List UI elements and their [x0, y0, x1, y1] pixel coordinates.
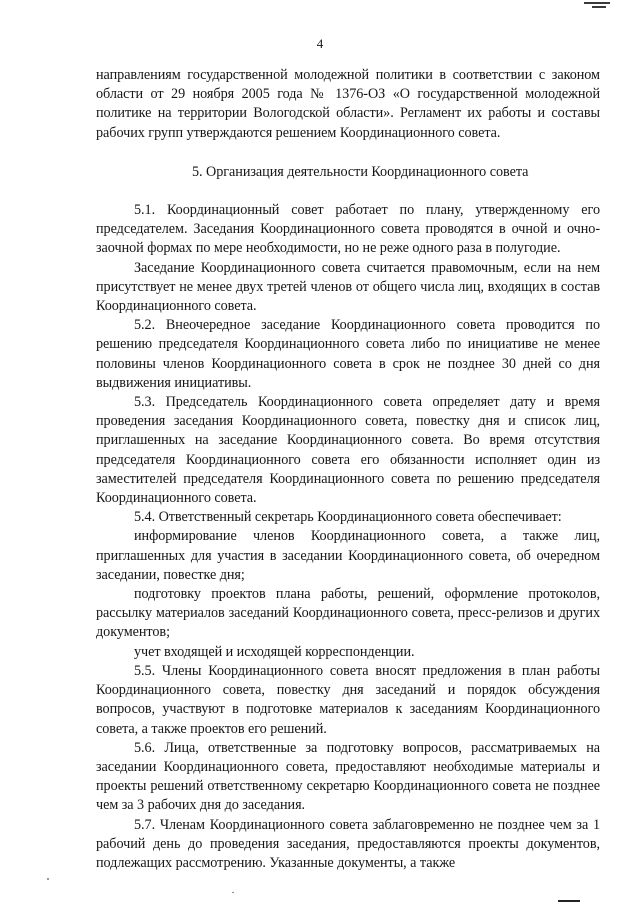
section-heading: 5. Организация деятельности Координационного совета [192, 163, 529, 180]
scan-speck [47, 878, 49, 880]
paragraph-5-7: 5.7. Членам Координационного совета заблаговременно не позднее чем за 1 рабочий день до проведения заседания, предоставляются проекты документов, подлежащих рассмотрению. Указанные документы, а также [96, 816, 600, 871]
paragraph-5-4-informing: информирование членов Координационного совета, а также лиц, приглашенных для участия в заседании Координационного совета, об очередном заседании, повестке дня; [96, 528, 600, 583]
scan-speck [232, 892, 234, 893]
paragraph-5-2: 5.2. Внеочередное заседание Координационного совета проводится по решению председателя Координационного совета либо по инициативе не менее половины членов Координационного совета в срок не позднее 30 дней со дня выдвижения инициативы. [96, 317, 600, 391]
paragraph-5-1-quorum: Заседание Координационного совета считается правомочным, если на нем присутствует не менее двух третей членов от общего числа лиц, входящих в состав Координационного совета. [96, 259, 600, 315]
paragraph-5-5: 5.5. Члены Координационного совета вносят предложения в план работы Координационного совета, повестку дня заседаний и порядок обсуждения вопросов, участвуют в подготовке материалов к заседаниям Координационного совета, а также проектов его решений. [96, 662, 600, 737]
paragraph-5-4-records: учет входящей и исходящей корреспонденции. [134, 643, 415, 660]
paragraph-5-6: 5.6. Лица, ответственные за подготовку вопросов, рассматриваемых на заседании Координационного совета, предоставляют необходимые материалы и проекты решений ответственному секретарю Координационного совета не позднее чем за 3 рабочих дня до заседания. [96, 739, 600, 814]
paragraph-5-1: 5.1. Координационный совет работает по плану, утвержденному его председателем. Заседания Координационного совета проводятся в очной и очно-заочной формах по мере необходимости, но не реже одного раза в полугодие. [96, 202, 600, 257]
document-body [96, 66, 600, 873]
paragraph-5-3: 5.3. Председатель Координационного совета определяет дату и время проведения заседания Координационного совета, повестку дня и список лиц, приглашенных на заседание Координационного совета. Во время отсутствия председателя Координационного совета его обязанности исполняет один из заместителей председателя Координационного совета по решению председателя Координационного совета. [96, 394, 600, 507]
paragraph-5-4: 5.4. Ответственный секретарь Координационного совета обеспечивает: [134, 509, 562, 526]
page-number: 4 [316, 36, 324, 51]
paragraph-intro: направлениям государственной молодежной политики в соответствии с законом области от 29 ноября 2005 года № 1376-ОЗ «О государственной молодежной политике на территории Вологодской области». Регламент их работы и составы рабочих групп утверждаются решением Координационного совета. [96, 67, 600, 141]
paragraph-5-4-preparation: подготовку проектов плана работы, решений, оформление протоколов, рассылку материалов заседаний Координационного совета, пресс-релизов и других документов; [96, 586, 600, 641]
scan-corner-mark [582, 0, 612, 10]
scan-bottom-mark [558, 899, 580, 903]
